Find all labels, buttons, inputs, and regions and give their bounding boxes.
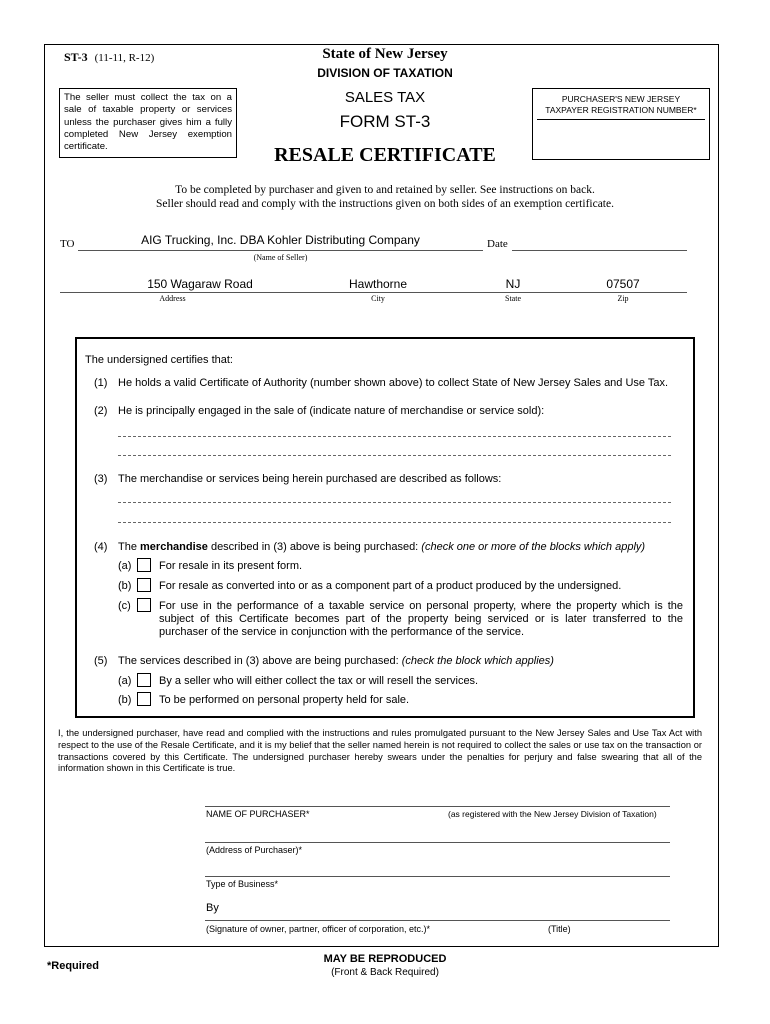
seller-note: The seller must collect the tax on a sale of taxable property or services unless the purchaser gives him a fully completed New Jersey exemption certificate. (64, 92, 232, 153)
seller-address-line (60, 292, 687, 293)
date-label: Date (487, 238, 508, 250)
item3-number: (3) (94, 473, 108, 485)
address-caption: Address (159, 294, 186, 303)
item4-italic: (check one or more of the blocks which apply) (421, 541, 646, 553)
seller-address-field[interactable]: 150 Wagaraw Road (147, 277, 253, 291)
seller-zip-field[interactable]: 07507 (606, 277, 640, 291)
item4a-text: For resale in its present form. (159, 560, 303, 572)
zip-caption: Zip (617, 294, 629, 303)
purchaser-name-field[interactable] (205, 806, 670, 807)
seller-name-caption: (Name of Seller) (253, 253, 308, 262)
certify-intro: The undersigned certifies that: (85, 354, 233, 366)
required-note: *Required (47, 960, 99, 972)
business-type-label: Type of Business* (206, 879, 279, 889)
item4-number: (4) (94, 541, 108, 553)
sales-tax-title: SALES TAX (344, 89, 426, 106)
purchaser-reg-label-1: PURCHASER'S NEW JERSEY (561, 94, 681, 104)
item5b-checkbox[interactable] (137, 692, 151, 706)
purchaser-reg-number-field[interactable] (541, 125, 701, 151)
registered-note: (as registered with the New Jersey Division of Taxation) (448, 809, 657, 819)
seller-note-box (59, 88, 237, 158)
certificate-title: RESALE CERTIFICATE (274, 144, 496, 166)
seller-name-line (78, 250, 483, 251)
item4c-text: For use in the performance of a taxable service on personal property, where the property which is the subject of this Certificate becomes part of the property being serviced or is later transferred to the purchaser of the service in conjunction with the performance of the service. (159, 600, 683, 638)
item4b-text: For resale as converted into or as a component part of a product produced by the undersigned. (159, 580, 622, 592)
item5a-checkbox[interactable] (137, 673, 151, 687)
purchaser-reg-rule (537, 119, 705, 120)
purchaser-address-field[interactable] (205, 842, 670, 843)
item3-entry-line-2[interactable] (118, 522, 671, 523)
item2-entry-line-1[interactable] (118, 436, 671, 437)
item5-pre: The services described in (3) above are being purchased: (118, 655, 402, 667)
city-caption: City (371, 294, 385, 303)
item4a-checkbox[interactable] (137, 558, 151, 572)
purchaser-address-label: (Address of Purchaser)* (206, 845, 303, 855)
item4c-checkbox[interactable] (137, 598, 151, 612)
item4-text (118, 541, 688, 554)
may-be-reproduced: MAY BE REPRODUCED (323, 953, 447, 965)
purchaser-reg-label-2: TAXPAYER REGISTRATION NUMBER* (545, 105, 697, 115)
item4-bold: merchandise (140, 541, 208, 553)
business-type-field[interactable] (205, 876, 670, 877)
seller-city-field[interactable]: Hawthorne (348, 277, 408, 291)
front-back-required: (Front & Back Required) (331, 967, 439, 978)
title-label: (Title) (548, 924, 571, 934)
item2-text: He is principally engaged in the sale of (indicate nature of merchandise or service sold): (118, 405, 545, 417)
form-code: ST-3 (64, 50, 88, 64)
instructions-line-1: To be completed by purchaser and given to and retained by seller. See instructions on back. (175, 184, 595, 196)
signature-label: (Signature of owner, partner, officer of corporation, etc.)* (206, 924, 430, 934)
seller-state-field[interactable]: NJ (505, 277, 521, 291)
by-label: By (206, 902, 219, 914)
item5a-text: By a seller who will either collect the tax or will resell the services. (159, 675, 479, 687)
division-title: DIVISION OF TAXATION (317, 66, 453, 80)
item4-post: described in (3) above is being purchased: (207, 541, 422, 553)
form-revision: (11-11, R-12) (94, 52, 155, 64)
item2-entry-line-2[interactable] (118, 455, 671, 456)
item4a-label: (a) (118, 560, 132, 572)
item5a-label: (a) (118, 675, 132, 687)
date-field[interactable] (512, 250, 687, 251)
state-title: State of New Jersey (322, 46, 448, 62)
item4-pre: The (118, 541, 141, 553)
item4b-checkbox[interactable] (137, 578, 151, 592)
item3-entry-line-1[interactable] (118, 502, 671, 503)
item5b-label: (b) (118, 694, 132, 706)
seller-name-field[interactable]: AIG Trucking, Inc. DBA Kohler Distributing Company (141, 233, 420, 247)
state-caption: State (505, 294, 521, 303)
item2-number: (2) (94, 405, 108, 417)
signature-field[interactable] (205, 920, 670, 921)
item1-number: (1) (94, 377, 108, 389)
item4b-label: (b) (118, 580, 132, 592)
item1-text: He holds a valid Certificate of Authority (number shown above) to collect State of New Jersey Sales and Use Tax. (118, 377, 669, 389)
declaration-text: I, the undersigned purchaser, have read and complied with the instructions and rules promulgated pursuant to the New Jersey Sales and Use Tax Act with respect to the use of the Resale Certificate, and it is my belief that the seller named herein is not required to collect the sales or use tax on the transaction or transactions covered by this Certificate. The undersigned purchaser hereby swears under the penalties for perjury and false swearing that all of the information shown in this Certificate is true. (58, 728, 702, 774)
to-label: TO (60, 238, 75, 250)
form-code-line (64, 50, 154, 65)
purchaser-name-label: NAME OF PURCHASER* (206, 809, 310, 819)
item4c-label: (c) (118, 600, 131, 612)
item5b-text: To be performed on personal property held for sale. (159, 694, 410, 706)
purchaser-reg-box (532, 88, 710, 160)
form-name-title: FORM ST-3 (339, 112, 431, 131)
item3-text: The merchandise or services being herein purchased are described as follows: (118, 473, 502, 485)
item5-number: (5) (94, 655, 108, 667)
item5-text (118, 655, 688, 668)
item5-italic: (check the block which applies) (401, 655, 554, 667)
instructions-line-2: Seller should read and comply with the instructions given on both sides of an exemption certificate. (156, 198, 614, 210)
